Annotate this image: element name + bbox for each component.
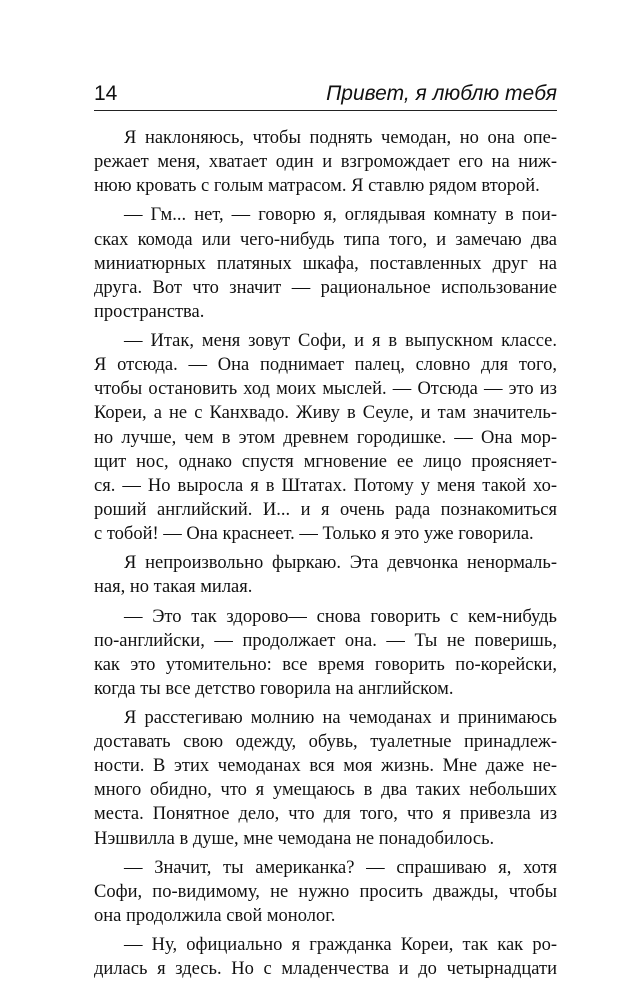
text-line: режает меня, хватает один и взгромождает его на ниж-	[94, 152, 557, 173]
text-line: как это утомительно: все время говорить по-корейски,	[94, 654, 557, 675]
text-line: чтобы остановить ход моих мыслей. — Отсюда — это из	[94, 379, 557, 400]
text-line: роший английский. И... и я очень рада познакомиться	[94, 499, 557, 520]
text-line: Кореи, а не с Канхвадо. Живу в Сеуле, и там значитель-	[94, 403, 557, 424]
text-line: Я наклоняюсь, чтобы поднять чемодан, но она опе-	[124, 128, 557, 148]
header-rule	[94, 110, 557, 111]
text-line: когда ты все детство говорила на английском.	[94, 678, 454, 699]
text-line: с тобой! — Она краснеет. — Только я это уже говорила.	[94, 523, 534, 544]
running-header	[94, 80, 557, 108]
text-line: ся. — Но выросла я в Штатах. Потому у меня такой хо-	[94, 475, 557, 496]
text-line: места. Понятное дело, что для того, что я привезла из	[94, 804, 557, 825]
text-line: по-английски, — продолжает она. — Ты не поверишь,	[94, 630, 557, 651]
text-line: ности. В этих чемоданах вся моя жизнь. Мне даже не-	[94, 756, 557, 777]
body-text	[94, 126, 557, 987]
paragraph	[94, 126, 557, 198]
text-line: щит нос, однако спустя мгновение ее лицо проясняет-	[94, 451, 557, 472]
text-line: миниатюрных платяных шкафа, поставленных друг на	[94, 253, 557, 274]
text-line: Нэшвилла в душе, мне чемодана не понадобилось.	[94, 828, 495, 849]
text-line: Я непроизвольно фыркаю. Эта девчонка ненормаль-	[124, 553, 557, 574]
paragraph	[94, 605, 557, 701]
paragraph	[94, 706, 557, 851]
text-line: — Это так здорово— снова говорить с кем-нибудь	[124, 606, 557, 627]
text-line: дилась я здесь. Но с младенчества и до четырнадцати	[94, 959, 557, 980]
text-line: сках комода или чего-нибудь типа того, и замечаю два	[94, 229, 557, 250]
paragraph	[94, 933, 557, 981]
text-line: — Ну, официально я гражданка Кореи, так как ро-	[124, 935, 557, 956]
text-line: Я расстегиваю молнию на чемоданах и принимаюсь	[124, 708, 557, 729]
text-line: друга. Вот что значит — рациональное использование	[94, 277, 557, 298]
text-line: но лучше, чем в этом древнем городишке. — Она мор-	[94, 427, 557, 448]
text-line: много обидно, что я умещаюсь в два таких небольших	[94, 780, 557, 801]
text-line: Софи, по-видимому, не нужно просить дважды, чтобы	[94, 881, 557, 902]
paragraph	[94, 329, 557, 546]
text-line: — Значит, ты американка? — спрашиваю я, хотя	[124, 857, 557, 878]
running-title: Привет, я люблю тебя	[326, 82, 557, 105]
paragraph	[94, 856, 557, 928]
text-line: ная, но такая милая.	[94, 577, 253, 598]
text-line: — Итак, меня зовут Софи, и я в выпускном классе.	[124, 331, 557, 352]
text-line: пространства.	[94, 301, 205, 322]
text-line: — Гм... нет, — говорю я, оглядывая комнату в пои-	[124, 205, 557, 226]
text-line: нюю кровать с голым матрасом. Я ставлю рядом второй.	[94, 176, 540, 197]
text-line: доставать свою одежду, обувь, туалетные принадлеж-	[94, 732, 557, 753]
paragraph	[94, 203, 557, 323]
text-line: она продолжила свой монолог.	[94, 906, 336, 927]
page-number: 14	[94, 82, 118, 105]
paragraph	[94, 551, 557, 599]
text-line: Я отсюда. — Она поднимает палец, словно для того,	[94, 355, 557, 376]
